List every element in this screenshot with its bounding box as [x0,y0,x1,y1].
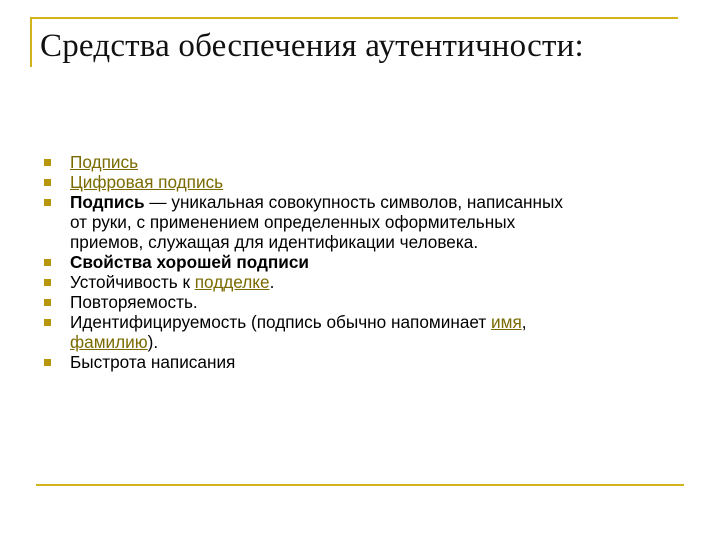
repeatability-text: Повторяемость. [70,292,198,312]
forgery-post: . [269,272,275,292]
left-divider-line [30,17,32,67]
definition-line-1: — уникальная совокупность символов, написанных [144,192,563,212]
forgery-link[interactable]: подделке [194,272,270,292]
bullet-item-repeatability [40,292,680,312]
bullet-item-definition [40,192,680,252]
bullet-item-forgery-resistance [40,272,680,292]
square-bullet-icon [44,199,51,206]
top-divider-line [30,17,678,19]
square-bullet-icon [44,179,51,186]
bullet-item-identifiability [40,312,680,352]
surname-link[interactable]: фамилию [70,332,148,352]
definition-line-2: от руки, с применением определенных оформительных [70,212,516,232]
identifiability-text: Идентифицируемость (подпись обычно напоминает [70,312,492,332]
square-bullet-icon [44,319,51,326]
square-bullet-icon [44,279,51,286]
square-bullet-icon [44,159,51,166]
name-link[interactable]: имя [491,312,522,332]
bullet-item-writing-speed [40,352,680,372]
identifiability-comma: , [521,312,527,332]
square-bullet-icon [44,299,51,306]
bullet-item-podpis [40,152,680,172]
bottom-divider-line [36,484,684,486]
bullet-item-digital-signature [40,172,680,192]
identifiability-post: ). [147,332,159,352]
forgery-text: Устойчивость к [70,272,195,292]
definition-term: Подпись [70,192,145,212]
square-bullet-icon [44,259,51,266]
slide-title: Средства обеспечения аутентичности: [40,28,584,64]
bullet-list [40,152,680,372]
bullet-item-properties [40,252,680,272]
definition-line-3: приемов, служащая для идентификации человека. [70,232,479,252]
digital-signature-link[interactable]: Цифровая подпись [70,172,224,192]
square-bullet-icon [44,359,51,366]
podpis-link[interactable]: Подпись [70,152,139,172]
properties-heading: Свойства хорошей подписи [70,252,309,272]
writing-speed-text: Быстрота написания [70,352,236,372]
